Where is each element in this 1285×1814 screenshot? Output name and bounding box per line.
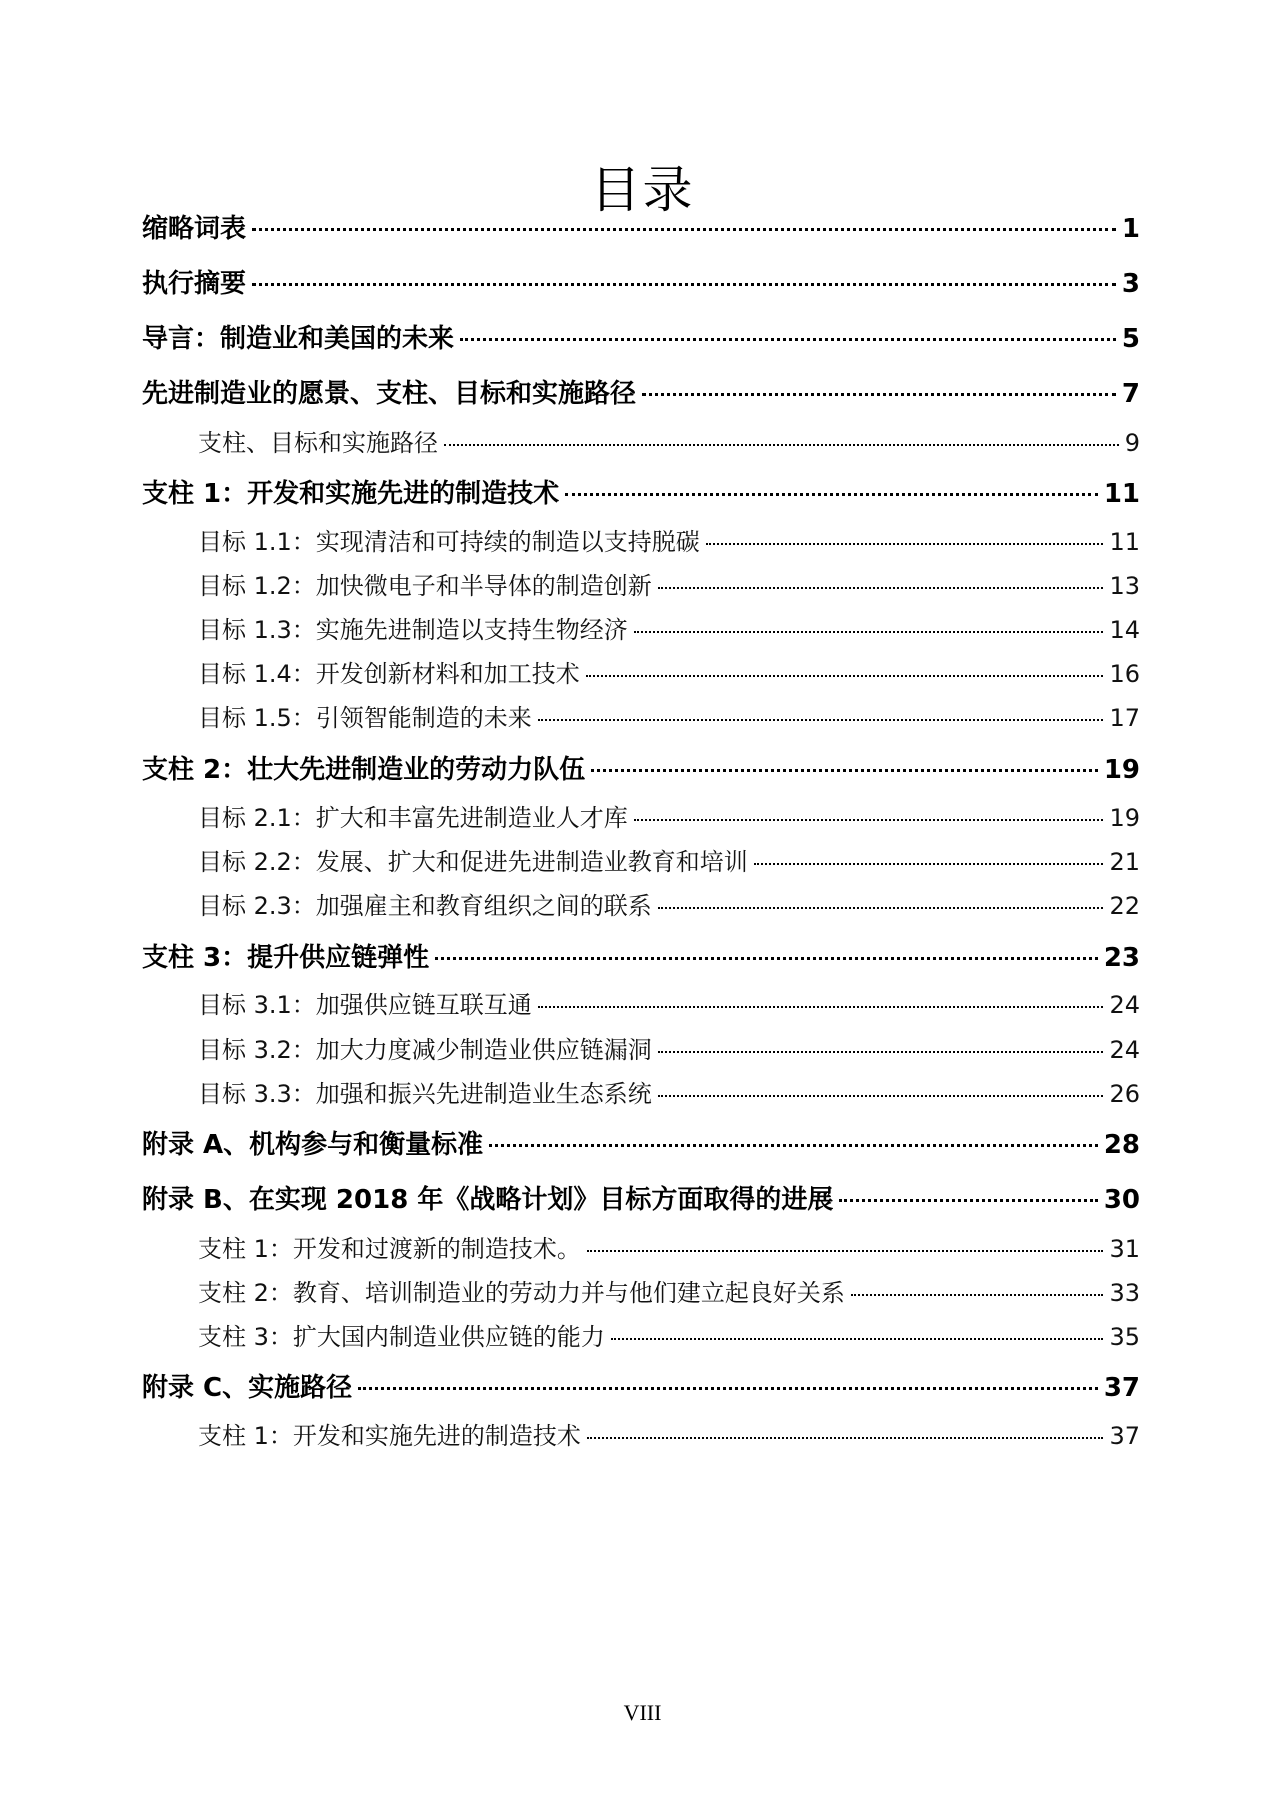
toc-entry-label: 先进制造业的愿景、支柱、目标和实施路径	[142, 379, 637, 409]
toc-entry-section[interactable]	[142, 1179, 1140, 1216]
page-title: 目录	[590, 161, 695, 219]
toc-entry-label: 缩略词表	[142, 214, 247, 244]
toc-entry-subsection[interactable]	[198, 654, 1140, 689]
toc-dot-leader	[460, 338, 1116, 341]
toc-entry-label: 支柱 2：壮大先进制造业的劳动力队伍	[142, 755, 586, 785]
toc-entry-label: 支柱 1：开发和实施先进的制造技术	[142, 479, 560, 509]
toc-entry-subsection[interactable]	[198, 1030, 1140, 1065]
toc-entry-section[interactable]	[142, 373, 1140, 410]
toc-entry-page-number: 3	[1121, 269, 1140, 299]
toc-dot-leader	[591, 769, 1098, 772]
toc-dot-leader	[358, 1387, 1098, 1390]
toc-entry-page-number: 17	[1109, 704, 1140, 732]
toc-entry-page-number: 22	[1109, 892, 1140, 920]
toc-entry-section[interactable]	[142, 318, 1140, 355]
toc-entry-label: 目标 1.1：实现清洁和可持续的制造以支持脱碳	[198, 528, 700, 556]
toc-entry-label: 目标 3.3：加强和振兴先进制造业生态系统	[198, 1080, 652, 1108]
toc-entry-label: 支柱 1：开发和实施先进的制造技术	[198, 1422, 581, 1450]
toc-entry-label: 目标 1.5：引领智能制造的未来	[198, 704, 532, 732]
toc-dot-leader	[489, 1144, 1098, 1147]
toc-entry-page-number: 31	[1109, 1235, 1140, 1263]
toc-entry-subsection[interactable]	[198, 1273, 1140, 1308]
toc-dot-leader	[706, 543, 1104, 545]
toc-entry-page-number: 7	[1121, 379, 1140, 409]
toc-entry-page-number: 11	[1103, 479, 1140, 509]
toc-entry-page-number: 1	[1121, 214, 1140, 244]
toc-entry-label: 支柱、目标和实施路径	[198, 429, 438, 457]
toc-dot-leader	[587, 1437, 1104, 1439]
toc-entry-section[interactable]	[142, 749, 1140, 786]
toc-dot-leader	[611, 1338, 1104, 1340]
toc-entry-page-number: 19	[1109, 804, 1140, 832]
toc-entry-page-number: 21	[1109, 848, 1140, 876]
toc-entry-subsection[interactable]	[198, 842, 1140, 877]
toc-entry-page-number: 5	[1121, 324, 1140, 354]
toc-entry-subsection[interactable]	[198, 566, 1140, 601]
toc-entry-page-number: 24	[1109, 1036, 1140, 1064]
toc-dot-leader	[839, 1199, 1097, 1202]
toc-entry-page-number: 16	[1109, 660, 1140, 688]
toc-entry-label: 附录 A、机构参与和衡量标准	[142, 1130, 484, 1160]
toc-entry-page-number: 11	[1109, 528, 1140, 556]
toc-entry-page-number: 37	[1109, 1422, 1140, 1450]
toc-entry-subsection[interactable]	[198, 698, 1140, 733]
toc-dot-leader	[658, 1051, 1104, 1053]
toc-dot-leader	[634, 819, 1104, 821]
toc-dot-leader	[658, 587, 1104, 589]
toc-dot-leader	[658, 1095, 1104, 1097]
toc-entry-page-number: 28	[1103, 1130, 1140, 1160]
toc-entry-label: 导言：制造业和美国的未来	[142, 324, 455, 354]
toc-entry-subsection[interactable]	[198, 1317, 1140, 1352]
toc-entry-subsection[interactable]	[198, 1416, 1140, 1451]
toc-entry-subsection[interactable]	[198, 1229, 1140, 1264]
toc-entry-label: 支柱 2：教育、培训制造业的劳动力并与他们建立起良好关系	[198, 1279, 845, 1307]
toc-dot-leader	[851, 1294, 1104, 1296]
toc-dot-leader	[435, 957, 1098, 960]
toc-entry-label: 目标 3.1：加强供应链互联互通	[198, 991, 532, 1019]
toc-dot-leader	[587, 1250, 1104, 1252]
toc-entry-label: 附录 B、在实现 2018 年《战略计划》目标方面取得的进展	[142, 1185, 834, 1215]
toc-entry-subsection[interactable]	[198, 1074, 1140, 1109]
toc-entry-label: 目标 2.1：扩大和丰富先进制造业人才库	[198, 804, 628, 832]
toc-entry-page-number: 23	[1103, 943, 1140, 973]
toc-dot-leader	[642, 393, 1116, 396]
toc-entry-page-number: 33	[1109, 1279, 1140, 1307]
toc-dot-leader	[444, 444, 1119, 446]
toc-entry-page-number: 26	[1109, 1080, 1140, 1108]
toc-dot-leader	[658, 907, 1104, 909]
toc-entry-label: 执行摘要	[142, 269, 247, 299]
toc-entry-section[interactable]	[142, 1367, 1140, 1404]
toc-dot-leader	[634, 631, 1104, 633]
toc-dot-leader	[252, 228, 1116, 231]
toc-entry-label: 目标 1.4：开发创新材料和加工技术	[198, 660, 580, 688]
toc-dot-leader	[538, 1006, 1104, 1008]
toc-entry-subsection[interactable]	[198, 610, 1140, 645]
toc-entry-section[interactable]	[142, 937, 1140, 974]
page-footer-number: VIII	[623, 1700, 662, 1725]
toc-entry-page-number: 35	[1109, 1323, 1140, 1351]
toc-entry-section[interactable]	[142, 208, 1140, 245]
toc-dot-leader	[586, 675, 1104, 677]
toc-entry-subsection[interactable]	[198, 423, 1140, 458]
toc-entry-label: 目标 2.2：发展、扩大和促进先进制造业教育和培训	[198, 848, 748, 876]
toc-entry-label: 附录 C、实施路径	[142, 1373, 353, 1403]
toc-entry-label: 支柱 3：提升供应链弹性	[142, 943, 430, 973]
toc-entry-page-number: 30	[1103, 1185, 1140, 1215]
toc-entry-label: 支柱 1：开发和过渡新的制造技术。	[198, 1235, 581, 1263]
toc-entry-subsection[interactable]	[198, 886, 1140, 921]
toc-entry-label: 支柱 3：扩大国内制造业供应链的能力	[198, 1323, 605, 1351]
toc-entry-page-number: 24	[1109, 991, 1140, 1019]
toc-entry-subsection[interactable]	[198, 798, 1140, 833]
toc-entry-page-number: 14	[1109, 616, 1140, 644]
toc-entry-label: 目标 2.3：加强雇主和教育组织之间的联系	[198, 892, 652, 920]
toc-entry-page-number: 9	[1124, 429, 1140, 457]
toc-entry-page-number: 37	[1103, 1373, 1140, 1403]
toc-dot-leader	[252, 283, 1116, 286]
toc-entry-subsection[interactable]	[198, 985, 1140, 1020]
toc-entry-section[interactable]	[142, 473, 1140, 510]
toc-entry-subsection[interactable]	[198, 522, 1140, 557]
toc-dot-leader	[754, 863, 1104, 865]
toc-dot-leader	[538, 719, 1104, 721]
toc-entry-section[interactable]	[142, 263, 1140, 300]
toc-entry-label: 目标 1.2：加快微电子和半导体的制造创新	[198, 572, 652, 600]
toc-entry-page-number: 19	[1103, 755, 1140, 785]
toc-entry-label: 目标 3.2：加大力度减少制造业供应链漏洞	[198, 1036, 652, 1064]
toc-dot-leader	[565, 493, 1098, 496]
toc-entry-label: 目标 1.3：实施先进制造以支持生物经济	[198, 616, 628, 644]
toc-entry-page-number: 13	[1109, 572, 1140, 600]
toc-entry-section[interactable]	[142, 1124, 1140, 1161]
